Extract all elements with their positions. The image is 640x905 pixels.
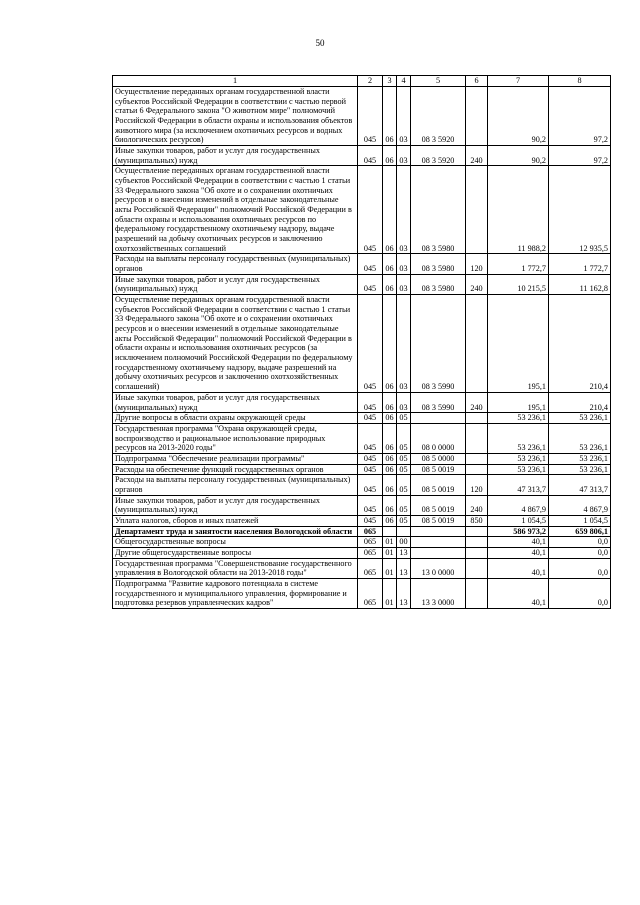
target-article-cell: 08 0 0000 <box>411 423 466 453</box>
chapter-code-cell: 045 <box>358 274 383 294</box>
section-code-cell: 06 <box>383 464 397 475</box>
chapter-code-cell: 045 <box>358 87 383 146</box>
table-row <box>113 87 611 146</box>
amount-year2-cell: 53 236,1 <box>549 464 611 475</box>
row-name-cell: Осуществление переданных органам государственной власти субъектов Российской Федерации в соответствии с частью первой статьи 6 Федерального закона "О животном мире" полномочий Российской Федерации в области охраны и использования объектов животного мира (за исключением охотничьих ресурсов и водных биологических ресурсов) <box>113 87 358 146</box>
expense-type-cell <box>466 526 488 537</box>
target-article-cell <box>411 547 466 558</box>
expense-type-cell: 120 <box>466 475 488 495</box>
chapter-code-cell: 045 <box>358 392 383 412</box>
amount-year1-cell: 195,1 <box>488 392 549 412</box>
amount-year1-cell: 586 973,2 <box>488 526 549 537</box>
expense-type-cell <box>466 537 488 548</box>
section-code-cell: 06 <box>383 254 397 274</box>
row-name-cell: Государственная программа "Охрана окружающей среды, воспроизводство и рациональное использование природных ресурсов на 2013-2020 годы" <box>113 423 358 453</box>
table-row <box>113 515 611 526</box>
row-name-cell: Государственная программа "Совершенствование государственного управления в Вологодской области на 2013-2018 годы" <box>113 558 358 578</box>
target-article-cell: 08 3 5980 <box>411 254 466 274</box>
subsection-code-cell: 05 <box>397 475 411 495</box>
subsection-code-cell: 00 <box>397 537 411 548</box>
table-row <box>113 537 611 548</box>
chapter-code-cell: 045 <box>358 515 383 526</box>
chapter-code-cell: 045 <box>358 464 383 475</box>
section-code-cell: 01 <box>383 578 397 608</box>
chapter-code-cell: 065 <box>358 578 383 608</box>
amount-year2-cell: 53 236,1 <box>549 453 611 464</box>
table-row <box>113 578 611 608</box>
expense-type-cell: 240 <box>466 146 488 166</box>
expense-type-cell <box>466 547 488 558</box>
subsection-code-cell: 05 <box>397 495 411 515</box>
subsection-code-cell: 13 <box>397 547 411 558</box>
amount-year1-cell: 90,2 <box>488 87 549 146</box>
table-row <box>113 475 611 495</box>
target-article-cell: 08 5 0019 <box>411 464 466 475</box>
subsection-code-cell: 05 <box>397 413 411 424</box>
budget-table <box>112 75 611 609</box>
amount-year1-cell: 4 867,9 <box>488 495 549 515</box>
target-article-cell: 08 3 5920 <box>411 87 466 146</box>
subsection-code-cell: 13 <box>397 578 411 608</box>
row-name-cell: Расходы на выплаты персоналу государственных (муниципальных) органов <box>113 475 358 495</box>
row-name-cell: Подпрограмма "Развитие кадрового потенциала в системе государственного и муниципального управления, формирование и подготовка резервов управленческих кадров" <box>113 578 358 608</box>
section-code-cell: 01 <box>383 537 397 548</box>
header-row <box>113 76 611 87</box>
subsection-code-cell: 03 <box>397 166 411 254</box>
chapter-code-cell: 045 <box>358 413 383 424</box>
target-article-cell: 08 5 0019 <box>411 475 466 495</box>
row-name-cell: Осуществление переданных органам государственной власти субъектов Российской Федерации в соответствии с частью 1 статьи 33 Федерального закона "Об охоте и о сохранении охотничьих ресурсов и о внесении изменений в отдельные законодательные акты Российской Федерации" полномочий Российской Федерации в области охраны и использования охотничьих ресурсов по федеральному государственному охотничьему надзору, выдаче разрешений на добычу охотничьих ресурсов и заключению охотхозяйственных соглашений <box>113 166 358 254</box>
target-article-cell: 13 0 0000 <box>411 558 466 578</box>
chapter-code-cell: 045 <box>358 453 383 464</box>
section-code-cell: 01 <box>383 547 397 558</box>
subsection-code-cell: 13 <box>397 558 411 578</box>
section-code-cell: 06 <box>383 87 397 146</box>
table-row <box>113 464 611 475</box>
target-article-cell: 08 3 5920 <box>411 146 466 166</box>
amount-year2-cell: 97,2 <box>549 146 611 166</box>
target-article-cell: 08 5 0000 <box>411 453 466 464</box>
expense-type-cell: 240 <box>466 392 488 412</box>
chapter-code-cell: 045 <box>358 495 383 515</box>
row-name-cell: Уплата налогов, сборов и иных платежей <box>113 515 358 526</box>
section-code-cell: 06 <box>383 515 397 526</box>
amount-year1-cell: 40,1 <box>488 558 549 578</box>
table-row <box>113 166 611 254</box>
section-code-cell: 01 <box>383 558 397 578</box>
header-cell: 3 <box>383 76 397 87</box>
section-code-cell: 06 <box>383 274 397 294</box>
subsection-code-cell <box>397 526 411 537</box>
expense-type-cell: 240 <box>466 495 488 515</box>
table-row <box>113 146 611 166</box>
row-name-cell: Департамент труда и занятости населения Вологодской области <box>113 526 358 537</box>
expense-type-cell <box>466 295 488 393</box>
amount-year2-cell: 0,0 <box>549 537 611 548</box>
target-article-cell <box>411 413 466 424</box>
amount-year2-cell: 97,2 <box>549 87 611 146</box>
amount-year1-cell: 47 313,7 <box>488 475 549 495</box>
amount-year2-cell: 0,0 <box>549 547 611 558</box>
row-name-cell: Общегосударственные вопросы <box>113 537 358 548</box>
chapter-code-cell: 045 <box>358 295 383 393</box>
amount-year1-cell: 1 772,7 <box>488 254 549 274</box>
subsection-code-cell: 03 <box>397 146 411 166</box>
row-name-cell: Иные закупки товаров, работ и услуг для государственных (муниципальных) нужд <box>113 495 358 515</box>
header-cell: 4 <box>397 76 411 87</box>
page-number: 50 <box>315 38 325 48</box>
table-row <box>113 295 611 393</box>
amount-year2-cell: 0,0 <box>549 578 611 608</box>
amount-year2-cell: 12 935,5 <box>549 166 611 254</box>
amount-year2-cell: 659 806,1 <box>549 526 611 537</box>
row-name-cell: Расходы на обеспечение функций государственных органов <box>113 464 358 475</box>
amount-year2-cell: 11 162,8 <box>549 274 611 294</box>
table-row <box>113 495 611 515</box>
header-cell: 8 <box>549 76 611 87</box>
target-article-cell <box>411 526 466 537</box>
row-name-cell: Другие вопросы в области охраны окружающей среды <box>113 413 358 424</box>
subsection-code-cell: 05 <box>397 423 411 453</box>
amount-year2-cell: 210,4 <box>549 392 611 412</box>
table-row <box>113 526 611 537</box>
subsection-code-cell: 05 <box>397 464 411 475</box>
row-name-cell: Иные закупки товаров, работ и услуг для государственных (муниципальных) нужд <box>113 146 358 166</box>
table-row <box>113 423 611 453</box>
expense-type-cell <box>466 464 488 475</box>
expense-type-cell <box>466 413 488 424</box>
section-code-cell: 06 <box>383 453 397 464</box>
header-cell: 5 <box>411 76 466 87</box>
target-article-cell <box>411 537 466 548</box>
amount-year1-cell: 1 054,5 <box>488 515 549 526</box>
expense-type-cell <box>466 578 488 608</box>
table-row <box>113 413 611 424</box>
target-article-cell: 13 3 0000 <box>411 578 466 608</box>
expense-type-cell: 240 <box>466 274 488 294</box>
amount-year2-cell: 210,4 <box>549 295 611 393</box>
table-row <box>113 274 611 294</box>
section-code-cell: 06 <box>383 423 397 453</box>
amount-year2-cell: 1 054,5 <box>549 515 611 526</box>
target-article-cell: 08 3 5990 <box>411 295 466 393</box>
chapter-code-cell: 045 <box>358 166 383 254</box>
section-code-cell: 06 <box>383 475 397 495</box>
amount-year1-cell: 10 215,5 <box>488 274 549 294</box>
amount-year2-cell: 53 236,1 <box>549 423 611 453</box>
row-name-cell: Расходы на выплаты персоналу государственных (муниципальных) органов <box>113 254 358 274</box>
expense-type-cell <box>466 558 488 578</box>
table-row <box>113 558 611 578</box>
subsection-code-cell: 05 <box>397 515 411 526</box>
amount-year1-cell: 90,2 <box>488 146 549 166</box>
expense-type-cell <box>466 453 488 464</box>
chapter-code-cell: 045 <box>358 423 383 453</box>
target-article-cell: 08 5 0019 <box>411 495 466 515</box>
chapter-code-cell: 065 <box>358 526 383 537</box>
chapter-code-cell: 065 <box>358 558 383 578</box>
section-code-cell <box>383 526 397 537</box>
subsection-code-cell: 03 <box>397 392 411 412</box>
amount-year1-cell: 53 236,1 <box>488 453 549 464</box>
subsection-code-cell: 05 <box>397 453 411 464</box>
header-cell: 2 <box>358 76 383 87</box>
table-row <box>113 392 611 412</box>
amount-year2-cell: 4 867,9 <box>549 495 611 515</box>
subsection-code-cell: 03 <box>397 274 411 294</box>
amount-year2-cell: 53 236,1 <box>549 413 611 424</box>
amount-year1-cell: 40,1 <box>488 578 549 608</box>
section-code-cell: 06 <box>383 413 397 424</box>
header-cell: 1 <box>113 76 358 87</box>
table-row <box>113 254 611 274</box>
amount-year1-cell: 195,1 <box>488 295 549 393</box>
header-cell: 6 <box>466 76 488 87</box>
row-name-cell: Иные закупки товаров, работ и услуг для государственных (муниципальных) нужд <box>113 392 358 412</box>
amount-year2-cell: 1 772,7 <box>549 254 611 274</box>
subsection-code-cell: 03 <box>397 87 411 146</box>
table-row <box>113 547 611 558</box>
subsection-code-cell: 03 <box>397 254 411 274</box>
expense-type-cell: 120 <box>466 254 488 274</box>
expense-type-cell <box>466 87 488 146</box>
target-article-cell: 08 3 5980 <box>411 166 466 254</box>
expense-type-cell <box>466 166 488 254</box>
row-name-cell: Иные закупки товаров, работ и услуг для государственных (муниципальных) нужд <box>113 274 358 294</box>
chapter-code-cell: 045 <box>358 254 383 274</box>
amount-year2-cell: 47 313,7 <box>549 475 611 495</box>
chapter-code-cell: 045 <box>358 146 383 166</box>
chapter-code-cell: 065 <box>358 547 383 558</box>
amount-year1-cell: 40,1 <box>488 537 549 548</box>
section-code-cell: 06 <box>383 495 397 515</box>
expense-type-cell <box>466 423 488 453</box>
target-article-cell: 08 5 0019 <box>411 515 466 526</box>
section-code-cell: 06 <box>383 166 397 254</box>
section-code-cell: 06 <box>383 295 397 393</box>
header-cell: 7 <box>488 76 549 87</box>
row-name-cell: Осуществление переданных органам государственной власти субъектов Российской Федерации в соответствии с частью 1 статьи 33 Федерального закона "Об охоте и о сохранении охотничьих ресурсов и о внесении изменений в отдельные законодательные акты Российской Федерации" полномочий Российской Федерации в области охраны и использования охотничьих ресурсов (за исключением полномочий Российской Федерации по федеральному государственному охотничьему надзору, выдаче разрешений на добычу охотничьих ресурсов и заключению охотхозяйственных соглашений) <box>113 295 358 393</box>
chapter-code-cell: 065 <box>358 537 383 548</box>
amount-year1-cell: 53 236,1 <box>488 413 549 424</box>
target-article-cell: 08 3 5980 <box>411 274 466 294</box>
amount-year2-cell: 0,0 <box>549 558 611 578</box>
table-row <box>113 453 611 464</box>
target-article-cell: 08 3 5990 <box>411 392 466 412</box>
subsection-code-cell: 03 <box>397 295 411 393</box>
row-name-cell: Подпрограмма "Обеспечение реализации программы" <box>113 453 358 464</box>
expense-type-cell: 850 <box>466 515 488 526</box>
row-name-cell: Другие общегосударственные вопросы <box>113 547 358 558</box>
amount-year1-cell: 53 236,1 <box>488 423 549 453</box>
section-code-cell: 06 <box>383 146 397 166</box>
amount-year1-cell: 53 236,1 <box>488 464 549 475</box>
chapter-code-cell: 045 <box>358 475 383 495</box>
amount-year1-cell: 40,1 <box>488 547 549 558</box>
amount-year1-cell: 11 988,2 <box>488 166 549 254</box>
section-code-cell: 06 <box>383 392 397 412</box>
